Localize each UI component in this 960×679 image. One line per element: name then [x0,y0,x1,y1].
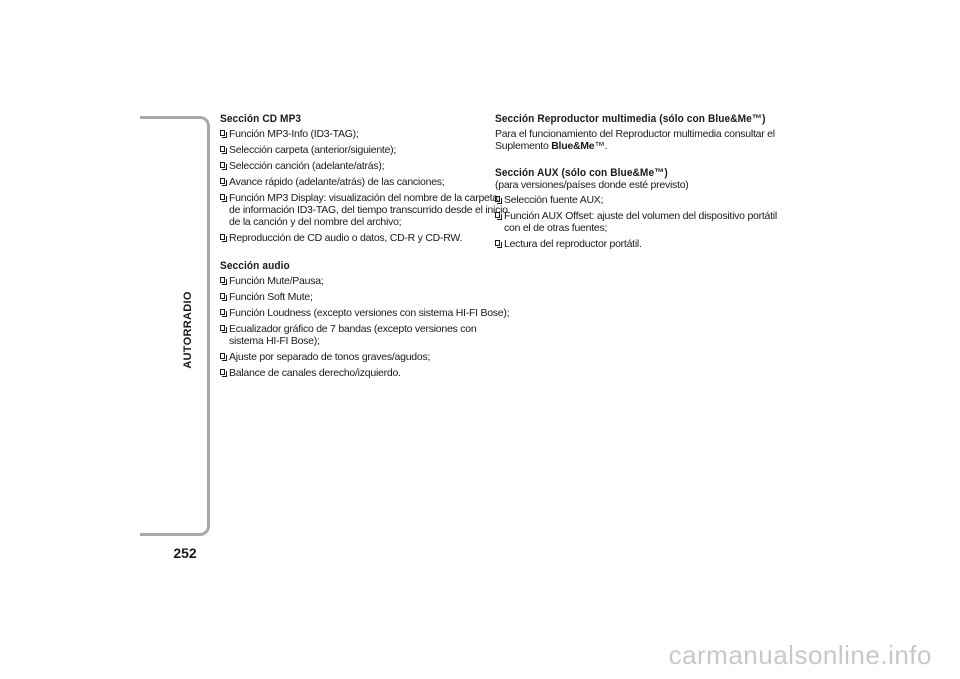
watermark: carmanualsonline.info [668,640,932,670]
list-item: Lectura del reproductor portátil. [495,238,785,250]
checkbox-bullet-icon [220,293,225,299]
checkbox-bullet-icon [220,353,225,359]
aux-subtitle: (para versiones/países donde esté previsto) [495,179,689,191]
right-column [495,113,785,254]
checkbox-bullet-icon [220,277,225,283]
list-item: Avance rápido (adelante/atrás) de las canciones; [220,176,510,188]
list-item: Ecualizador gráfico de 7 bandas (excepto versiones con sistema HI-FI Bose); [220,323,510,347]
list-item: Selección carpeta (anterior/siguiente); [220,144,510,156]
checkbox-bullet-icon [220,162,225,168]
checkbox-bullet-icon [220,369,225,375]
list-item: Función MP3 Display: visualización del nombre de la carpeta, de información ID3-TAG, del tiempo transcurrido desde el inicio de la canción y del nombre del archivo; [220,192,510,228]
checkbox-bullet-icon [495,240,500,246]
checkbox-bullet-icon [220,130,225,136]
page-number: 252 [173,545,197,561]
sidebar-frame [140,116,210,536]
section-title-aux: Sección AUX (sólo con Blue&Me™) [495,167,668,179]
list-item: Función AUX Offset: ajuste del volumen del dispositivo portátil con el de otras fuentes; [495,210,785,234]
checkbox-bullet-icon [220,309,225,315]
list-item: Selección canción (adelante/atrás); [220,160,510,172]
checkbox-bullet-icon [220,194,225,200]
list-item: Función Soft Mute; [220,291,510,303]
list-item: Función Mute/Pausa; [220,275,510,287]
multimedia-paragraph: Para el funcionamiento del Reproductor multimedia consultar el Suplemento Blue&Me™. [495,128,775,152]
checkbox-bullet-icon [220,178,225,184]
aux-list [495,194,785,250]
section-title-audio: Sección audio [220,260,290,272]
checkbox-bullet-icon [220,234,225,240]
list-item: Selección fuente AUX; [495,194,785,206]
section-label: AUTORRADIO [182,291,194,369]
checkbox-bullet-icon [495,196,500,202]
left-column [220,113,510,383]
cd-mp3-list [220,128,510,244]
checkbox-bullet-icon [220,146,225,152]
section-title-cd-mp3: Sección CD MP3 [220,113,302,125]
checkbox-bullet-icon [220,325,225,331]
list-item: Balance de canales derecho/izquierdo. [220,367,510,379]
list-item: Ajuste por separado de tonos graves/agudos; [220,351,510,363]
list-item: Función MP3-Info (ID3-TAG); [220,128,510,140]
list-item: Reproducción de CD audio o datos, CD-R y CD-RW. [220,232,510,244]
list-item: Función Loudness (excepto versiones con sistema HI-FI Bose); [220,307,510,319]
audio-list [220,275,510,379]
checkbox-bullet-icon [495,212,500,218]
section-title-multimedia: Sección Reproductor multimedia (sólo con Blue&Me™) [495,113,766,125]
